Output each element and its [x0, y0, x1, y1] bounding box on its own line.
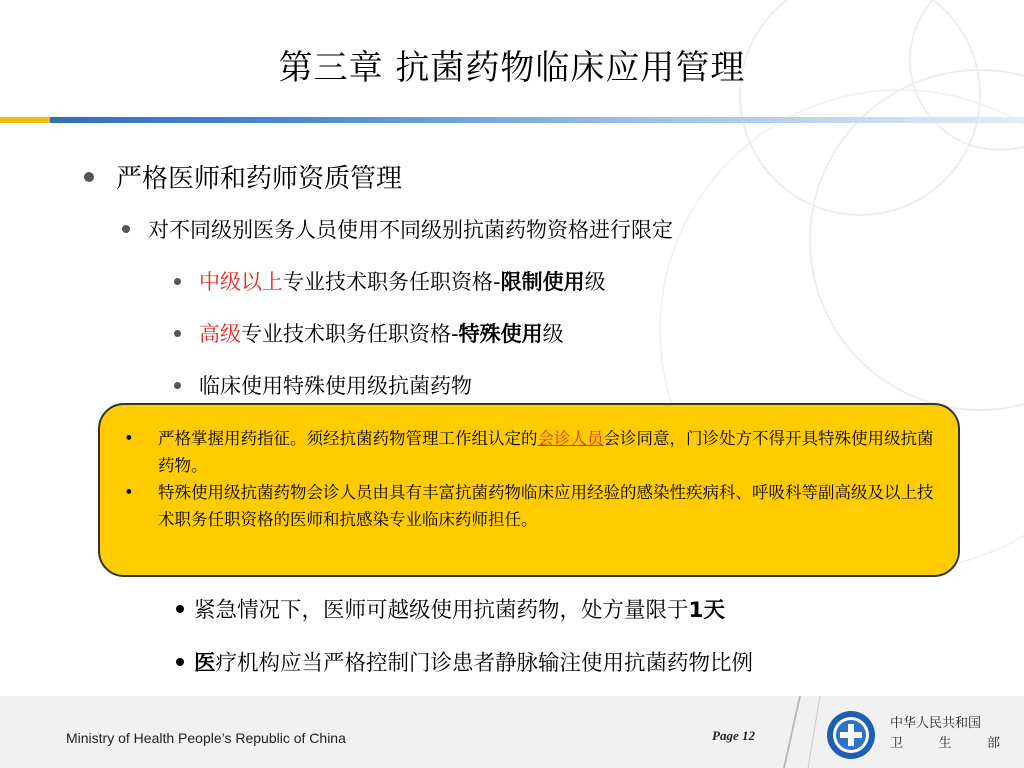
slide-title: 第三章 抗菌药物临床应用管理: [278, 48, 746, 88]
ministry-name: Ministry of Health People’s Republic of China: [66, 730, 346, 746]
bullet-level3-item: [174, 370, 472, 400]
title-underline-bar: [0, 117, 1024, 123]
qualification-level-label: 高级: [199, 322, 241, 346]
level-suffix: 级: [584, 270, 606, 294]
qualification-text: 专业技术职务任职资格-: [283, 270, 501, 294]
callout-list: [122, 425, 934, 533]
bullet-dot-icon: [174, 330, 181, 337]
org-name-line1: 中华人民共和国: [890, 716, 982, 731]
org-char: 卫: [890, 736, 904, 751]
level-suffix: 级: [542, 322, 564, 346]
callout-box: [98, 403, 960, 577]
bullet-dot-icon: [174, 278, 181, 285]
bullet-dot-icon: •: [124, 429, 134, 448]
bullet-level4-text: 疗机构应当严格控制门诊患者静脉输注使用抗菌药物比例: [215, 651, 754, 676]
bullet-dot-icon: [84, 172, 94, 182]
bullet-level4-bold: 医: [194, 651, 216, 676]
bullet-level2-text: 对不同级别医务人员使用不同级别抗菌药物资格进行限定: [148, 218, 673, 242]
bullet-level3-text: 临床使用特殊使用级抗菌药物: [199, 374, 472, 398]
usage-level-bold: 特殊使用: [458, 322, 543, 346]
bullet-level1: [84, 158, 402, 195]
bullet-level4-text: 紧急情况下，医师可越级使用抗菌药物，处方量限于: [194, 598, 689, 623]
qualification-text: 专业技术职务任职资格-: [241, 322, 459, 346]
bullet-dot-icon: [176, 605, 184, 613]
organization-name: [890, 714, 1000, 754]
usage-level-bold: 限制使用: [500, 270, 585, 294]
bullet-dot-icon: [176, 658, 184, 666]
qualification-level-label: 中级以上: [199, 270, 283, 294]
bullet-level3-item: [174, 318, 564, 348]
bullet-level4-item: [176, 646, 753, 677]
callout-item-text: 特殊使用级抗菌药物会诊人员由具有丰富抗菌药物临床应用经验的感染性疾病科、呼吸科等副高级及以上技术职务任职资格的医师和抗感染专业临床药师担任。: [158, 483, 934, 529]
bullet-level4-item: [176, 593, 725, 624]
org-name-line2: [890, 734, 1000, 754]
org-char: 部: [986, 736, 1000, 751]
callout-item: [122, 425, 934, 479]
bullet-dot-icon: [174, 382, 181, 389]
bullet-level3-item: [174, 266, 606, 296]
callout-item-text: 严格掌握用药指征。须经抗菌药物管理工作组认定的: [158, 429, 538, 448]
consultant-highlight: 会诊人员: [537, 429, 604, 448]
bullet-level4-bold: 1天: [688, 598, 725, 623]
bullet-level2: [122, 214, 673, 244]
bullet-dot-icon: [122, 225, 130, 233]
footer: [0, 696, 1024, 768]
page-number: Page 12: [712, 728, 755, 743]
callout-item: [122, 479, 934, 533]
bullet-dot-icon: •: [124, 483, 134, 502]
org-char: 生: [938, 736, 952, 751]
callout-item-text: 会诊同意，门诊处方不得开具特殊使用级抗菌药物。: [158, 429, 934, 475]
bullet-level1-text: 严格医师和药师资质管理: [116, 164, 403, 194]
health-ministry-emblem-icon: [826, 710, 876, 760]
